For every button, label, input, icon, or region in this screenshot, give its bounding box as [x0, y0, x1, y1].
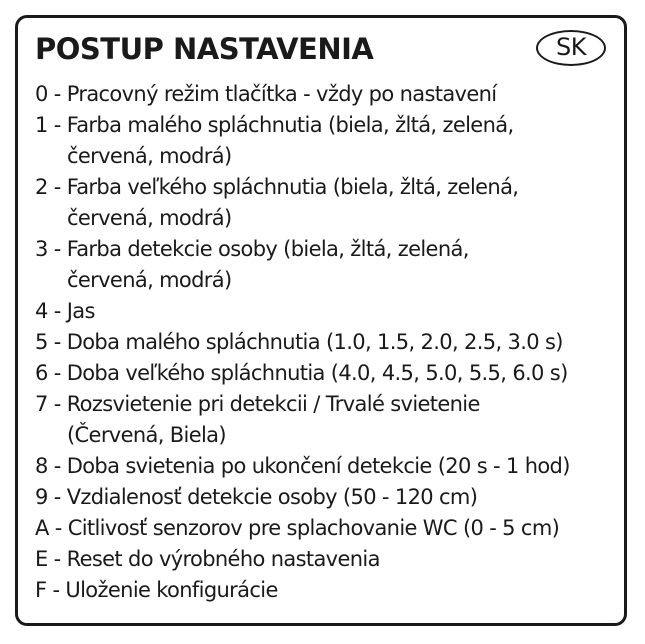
- step-7-text: 7 - Rozsvietenie pri detekcii / Trvalé svietenie: [35, 392, 480, 416]
- step-f-text: F - Uloženie konfigurácie: [35, 578, 278, 602]
- settings-step-list: [35, 79, 625, 606]
- step-8-text: 8 - Doba svietenia po ukončení detekcie (20 s - 1 hod): [35, 454, 570, 478]
- step-1-text-continued: červená, modrá): [67, 144, 232, 168]
- step-a-text: A - Citlivosť senzorov pre splachovanie WC (0 - 5 cm): [35, 516, 560, 540]
- step-3-text-continued: červená, modrá): [67, 268, 232, 292]
- step-6: [35, 358, 625, 389]
- step-6-text: 6 - Doba veľkého spláchnutia (4.0, 4.5, 5.0, 5.5, 6.0 s): [35, 361, 568, 385]
- step-e: [35, 544, 625, 575]
- step-4: [35, 296, 625, 327]
- step-0-text: 0 - Pracovný režim tlačítka - vždy po nastavení: [35, 82, 497, 106]
- step-a: [35, 513, 625, 544]
- step-7: [35, 389, 625, 451]
- step-5-text: 5 - Doba malého spláchnutia (1.0, 1.5, 2.0, 2.5, 3.0 s): [35, 330, 563, 354]
- step-1-text: 1 - Farba malého spláchnutia (biela, žltá, zelená,: [35, 113, 514, 137]
- step-3-text: 3 - Farba detekcie osoby (biela, žltá, zelená,: [35, 237, 469, 261]
- step-9: [35, 482, 625, 513]
- step-2-text-continued: červená, modrá): [67, 206, 232, 230]
- step-2: [35, 172, 625, 234]
- step-4-text: 4 - Jas: [35, 299, 95, 323]
- language-badge: SK: [536, 30, 606, 66]
- step-8: [35, 451, 625, 482]
- step-3: [35, 234, 625, 296]
- step-9-text: 9 - Vzdialenosť detekcie osoby (50 - 120 cm): [35, 485, 478, 509]
- step-1: [35, 110, 625, 172]
- step-0: [35, 79, 625, 110]
- step-e-text: E - Reset do výrobného nastavenia: [35, 547, 380, 571]
- step-5: [35, 327, 625, 358]
- step-2-text: 2 - Farba veľkého spláchnutia (biela, žltá, zelená,: [35, 175, 519, 199]
- document-title: POSTUP NASTAVENIA: [35, 32, 374, 66]
- step-7-text-continued: (Červená, Biela): [67, 423, 226, 447]
- step-f: [35, 575, 625, 606]
